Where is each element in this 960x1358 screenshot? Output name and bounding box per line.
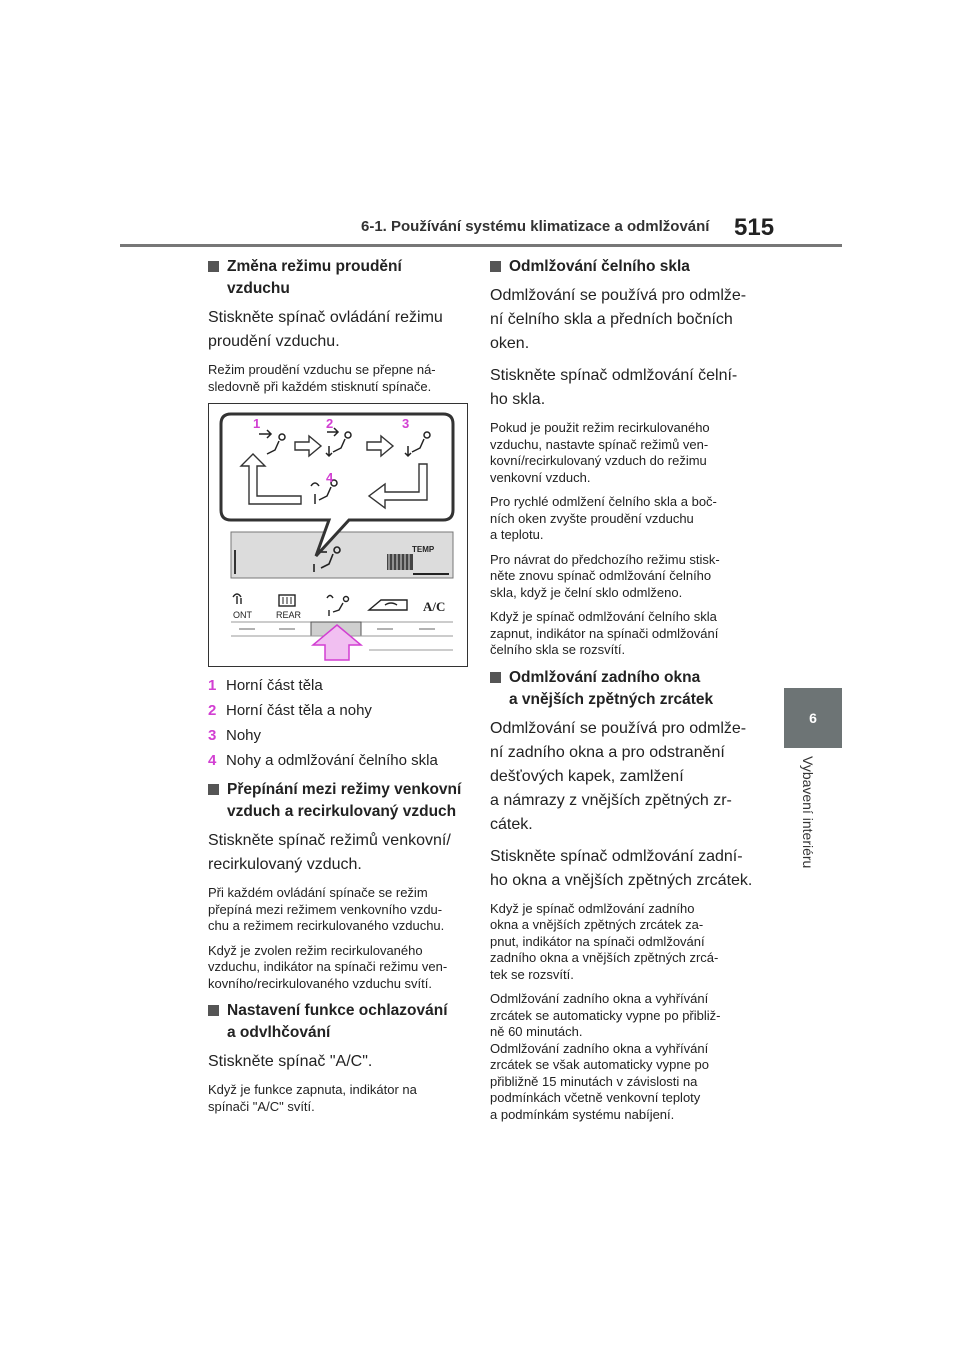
note-paragraph: Když je funkce zapnuta, indikátor na spínači "A/C" svítí. [208, 1082, 417, 1114]
section-heading: Odmlžování zadního okna a vnějších zpětných zrcátek [490, 667, 760, 711]
square-bullet-icon [208, 784, 219, 795]
body-paragraph: Stiskněte spínač odmlžování zadní- ho okna a vnějších zpětných zrcátek. [490, 847, 753, 889]
body-paragraph: Odmlžování se používá pro odmlže- ní čelního skla a předních bočních oken. [490, 287, 747, 352]
svg-text:REAR: REAR [276, 610, 302, 620]
figure-legend [208, 673, 470, 773]
section-heading: Odmlžování čelního skla [490, 256, 760, 278]
body-paragraph: Odmlžování se používá pro odmlže- ní zadního okna a pro odstranění dešťových kapek, zamlžení a námrazy z vnějších zpětných zr- cátek. [490, 719, 747, 833]
page-number: 515 [734, 214, 775, 241]
chapter-label: Vybavení interiéru [800, 756, 816, 869]
chapter-tab[interactable]: 6 [784, 688, 842, 748]
note-paragraph: Pokud je použit režim recirkulovaného vzduchu, nastavte spínač režimů ven- kovní/recirkulovaný vzduch do režimu venkovní vzduch. [490, 420, 710, 485]
note-paragraph: Odmlžování zadního okna a vyhřívání zrcátek se automaticky vypne po přibliž- ně 60 minutách. Odmlžování zadního okna a vyhřívání zrcátek se však automaticky vypne po přibližně 15 minutách v závislosti na podmínkách včetně venkovní teploty a podmínkám systému nabíjení. [490, 991, 721, 1122]
mode-number-label: 3 [402, 416, 410, 431]
legend-item: 4 Nohy a odmlžování čelního skla [208, 752, 438, 769]
left-column [208, 256, 470, 1123]
ac-button[interactable]: A/C [423, 599, 446, 614]
note-paragraph: Při každém ovládání spínače se režim přepíná mezi režimem venkovního vzdu- chu a režimem recirkulovaného vzduchu. [208, 885, 445, 933]
body-paragraph: Stiskněte spínač "A/C". [208, 1053, 373, 1070]
section-heading: Změna režimu proudění vzduchu [208, 256, 470, 300]
right-column [490, 256, 760, 1131]
square-bullet-icon [208, 261, 219, 272]
mode-number-label: 2 [326, 416, 334, 431]
note-paragraph: Když je zvolen režim recirkulovaného vzduchu, indikátor na spínači režimu ven- kovního/recirkulovaného vzduchu svítí. [208, 942, 448, 991]
body-paragraph: Stiskněte spínač odmlžování čelní- ho skla. [490, 367, 738, 408]
svg-text:ONT: ONT [233, 610, 252, 620]
section-heading: Nastavení funkce ochlazování a odvlhčování [208, 1000, 470, 1044]
mode-button[interactable] [327, 596, 349, 617]
rear-defog-button[interactable] [276, 595, 302, 620]
header-rule [120, 244, 842, 247]
recirculation-button[interactable] [369, 600, 407, 610]
square-bullet-icon [208, 1005, 219, 1016]
square-bullet-icon [490, 261, 501, 272]
note-paragraph: Pro rychlé odmlžení čelního skla a boč- ních oken zvyšte proudění vzduchu a teplotu. [490, 494, 717, 542]
temp-label: TEMP [412, 545, 435, 554]
front-defog-button[interactable] [233, 594, 253, 620]
legend-item: 1 Horní část těla [208, 677, 323, 694]
section-heading: Přepínání mezi režimy venkovní vzduch a recirkulovaný vzduch [208, 779, 470, 823]
mode-number-label: 1 [253, 416, 261, 431]
mode-number-label: 4 [326, 470, 334, 485]
legend-item: 3 Nohy [208, 727, 262, 744]
section-title: 6-1. Používání systému klimatizace a odmlžování [361, 218, 710, 235]
body-paragraph: Stiskněte spínač režimů venkovní/ recirkulovaný vzduch. [208, 832, 451, 873]
airflow-mode-figure [208, 403, 468, 667]
note-paragraph: Pro návrat do předchozího režimu stisk- něte znovu spínač odmlžování čelního skla, když je čelní sklo odmlženo. [490, 551, 720, 600]
square-bullet-icon [490, 672, 501, 683]
note-paragraph: Režim proudění vzduchu se přepne ná- sledovně při každém stisknutí spínače. [208, 362, 436, 394]
note-paragraph: Když je spínač odmlžování čelního skla zapnut, indikátor na spínači odmlžování čelního skla se rozsvítí. [490, 609, 719, 657]
body-paragraph: Stiskněte spínač ovládání režimu proudění vzduchu. [208, 309, 443, 350]
note-paragraph: Když je spínač odmlžování zadního okna a vnějších zpětných zrcátek za- pnut, indikátor na spínači odmlžování zadního okna a vnějších zpětných zrcá- tek se rozsvítí. [490, 900, 719, 982]
legend-item: 2 Horní část těla a nohy [208, 702, 372, 719]
